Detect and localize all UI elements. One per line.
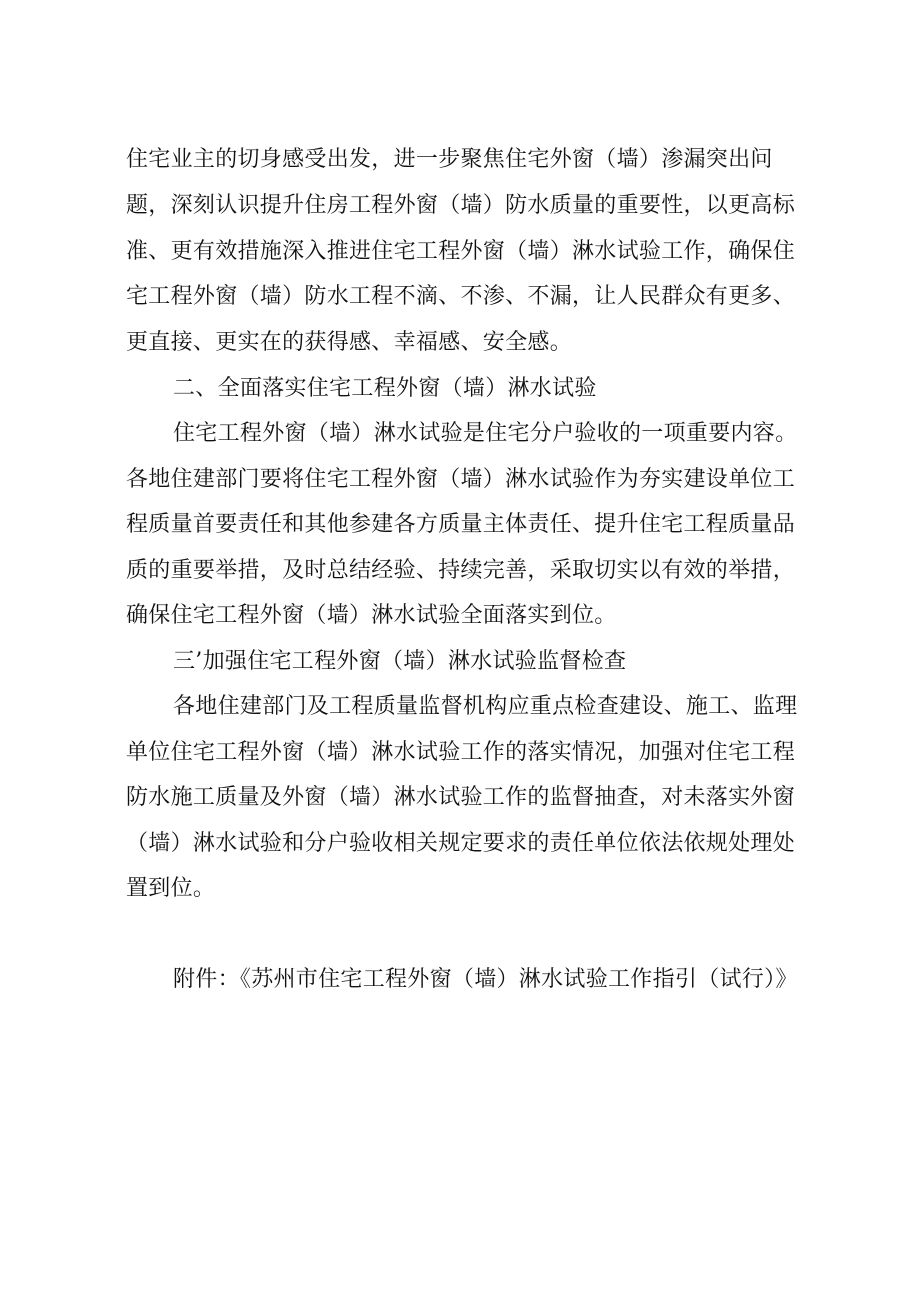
paragraph-line: 质的重要举措，及时总结经验、持续完善，采取切实以有效的举措， <box>126 558 796 583</box>
paragraph-line: 住宅业主的切身感受出发，进一步聚焦住宅外窗（墙）渗漏突出问 <box>126 147 773 172</box>
section-heading-2: 二、全面落实住宅工程外窗（墙）淋水试验 <box>173 376 597 401</box>
paragraph-line: 各地住建部门及工程质量监督机构应重点检查建设、施工、监理 <box>173 694 798 719</box>
paragraph-line: 确保住宅工程外窗（墙）淋水试验全面落实到位。 <box>126 603 617 628</box>
section-heading-3: 三’加强住宅工程外窗（墙）淋水试验监督检查 <box>173 649 627 674</box>
paragraph-line: 各地住建部门要将住宅工程外窗（墙）淋水试验作为夯实建设单位工 <box>126 467 796 492</box>
paragraph-line: 程质量首要责任和其他参建各方质量主体责任、提升住宅工程质量品 <box>126 512 796 537</box>
paragraph-line: 防水施工质量及外窗（墙）淋水试验工作的监督抽查，对未落实外窗 <box>126 785 796 810</box>
paragraph-line: 准、更有效措施深入推进住宅工程外窗（墙）淋水试验工作，确保住 <box>126 239 796 264</box>
paragraph-line: 置到位。 <box>126 876 216 901</box>
paragraph-line: 住宅工程外窗（墙）淋水试验是住宅分户验收的一项重要内容。 <box>173 421 798 446</box>
paragraph-line: 单位住宅工程外窗（墙）淋水试验工作的落实情况，加强对住宅工程 <box>126 740 796 765</box>
attachment-line: 附件：《苏州市住宅工程外窗（墙）淋水试验工作指引（试行）》 <box>173 967 798 992</box>
paragraph-line: 更直接、更实在的获得感、幸福感、安全感。 <box>126 330 573 355</box>
paragraph-line: （墙）淋水试验和分户验收相关规定要求的责任单位依法依规处理处 <box>126 831 796 856</box>
paragraph-line: 题，深刻认识提升住房工程外窗（墙）防水质量的重要性，以更高标 <box>126 193 796 218</box>
paragraph-line: 宅工程外窗（墙）防水工程不滴、不渗、不漏，让人民群众有更多、 <box>126 284 796 309</box>
